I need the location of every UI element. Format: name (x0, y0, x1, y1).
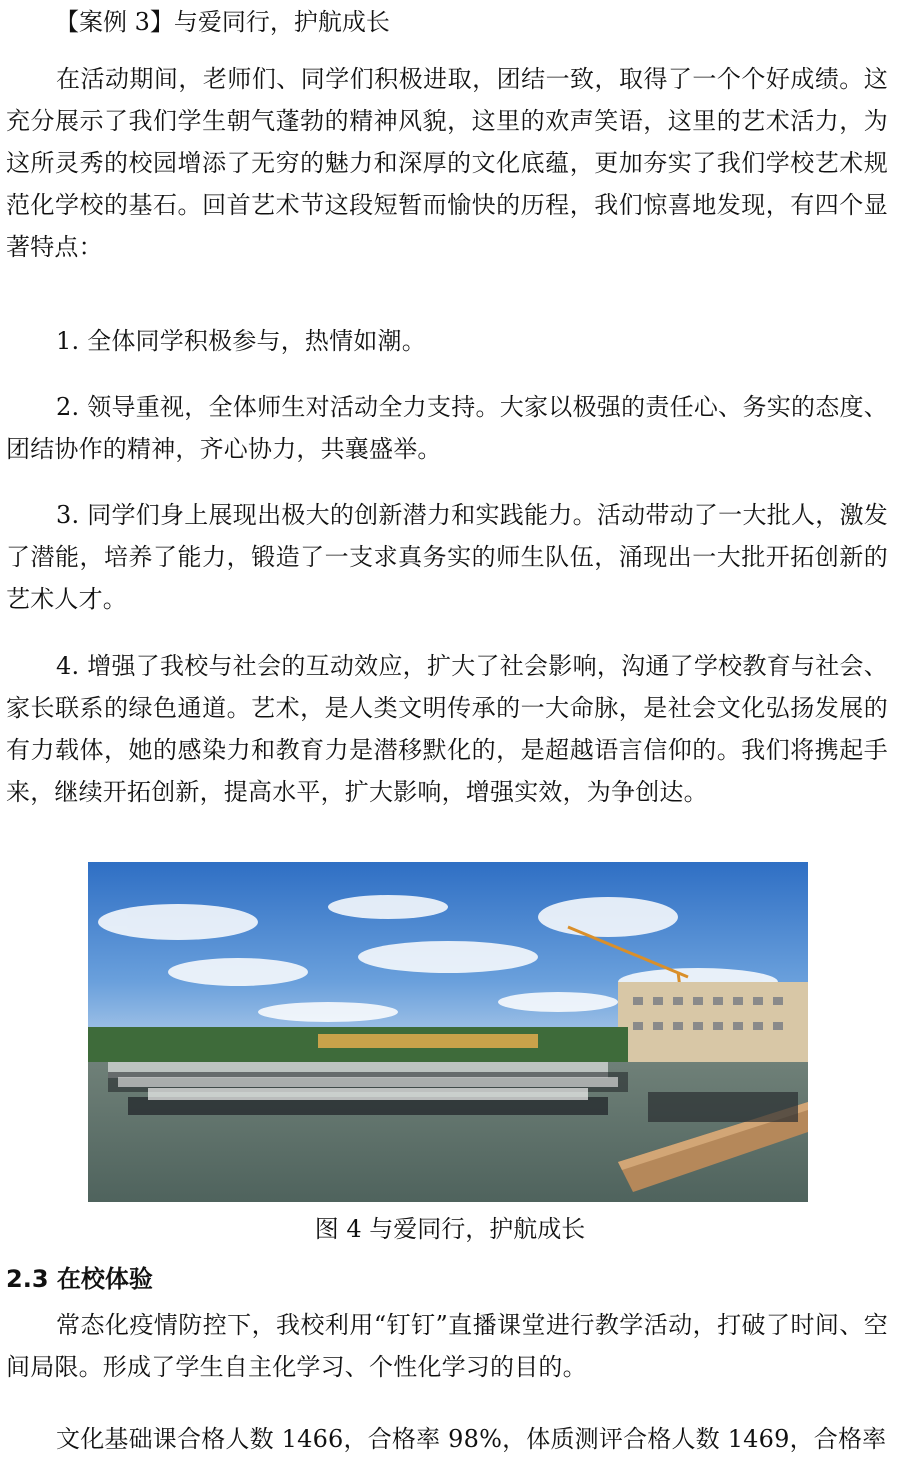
feature-item-2: 2. 领导重视，全体师生对活动全力支持。大家以极强的责任心、务实的态度、团结协作的精神，齐心协力，共襄盛举。 (6, 393, 888, 463)
event-photo (88, 862, 808, 1202)
feature-item-4: 4. 增强了我校与社会的互动效应，扩大了社会影响，沟通了学校教育与社会、家长联系的绿色通道。艺术，是人类文明传承的一大命脉，是社会文化弘扬发展的有力载体，她的感染力和教育力是潜移默化的，是超越语言信仰的。我们将携起手来，继续开拓创新，提高水平，扩大影响，增强实效，为争创达。 (6, 652, 888, 806)
intro-paragraph: 在活动期间，老师们、同学们积极进取，团结一致，取得了一个个好成绩。这充分展示了我们学生朝气蓬勃的精神风貌，这里的欢声笑语，这里的艺术活力，为这所灵秀的校园增添了无穷的魅力和深厚的文化底蕴，更加夯实了我们学校艺术规范化学校的基石。回首艺术节这段短暂而愉快的历程，我们惊喜地发现，有四个显著特点： (6, 65, 888, 261)
case-title: 【案例 3】与爱同行，护航成长 (55, 8, 390, 36)
feature-item-1: 1. 全体同学积极参与，热情如潮。 (56, 327, 426, 355)
event-photo-illustration (88, 862, 808, 1202)
section-paragraph: 常态化疫情防控下，我校利用“钉钉”直播课堂进行教学活动，打破了时间、空间局限。形成了学生自主化学习、个性化学习的目的。 (6, 1311, 888, 1381)
feature-item-3: 3. 同学们身上展现出极大的创新潜力和实践能力。活动带动了一大批人，激发了潜能，培养了能力，锻造了一支求真务实的师生队伍，涌现出一大批开拓创新的艺术人才。 (6, 501, 888, 613)
statistics-line: 文化基础课合格人数 1466，合格率 98%，体质测评合格人数 1469，合格率 (56, 1425, 887, 1453)
section-heading: 2.3 在校体验 (6, 1265, 153, 1293)
figure-caption: 图 4 与爱同行，护航成长 (314, 1215, 586, 1243)
